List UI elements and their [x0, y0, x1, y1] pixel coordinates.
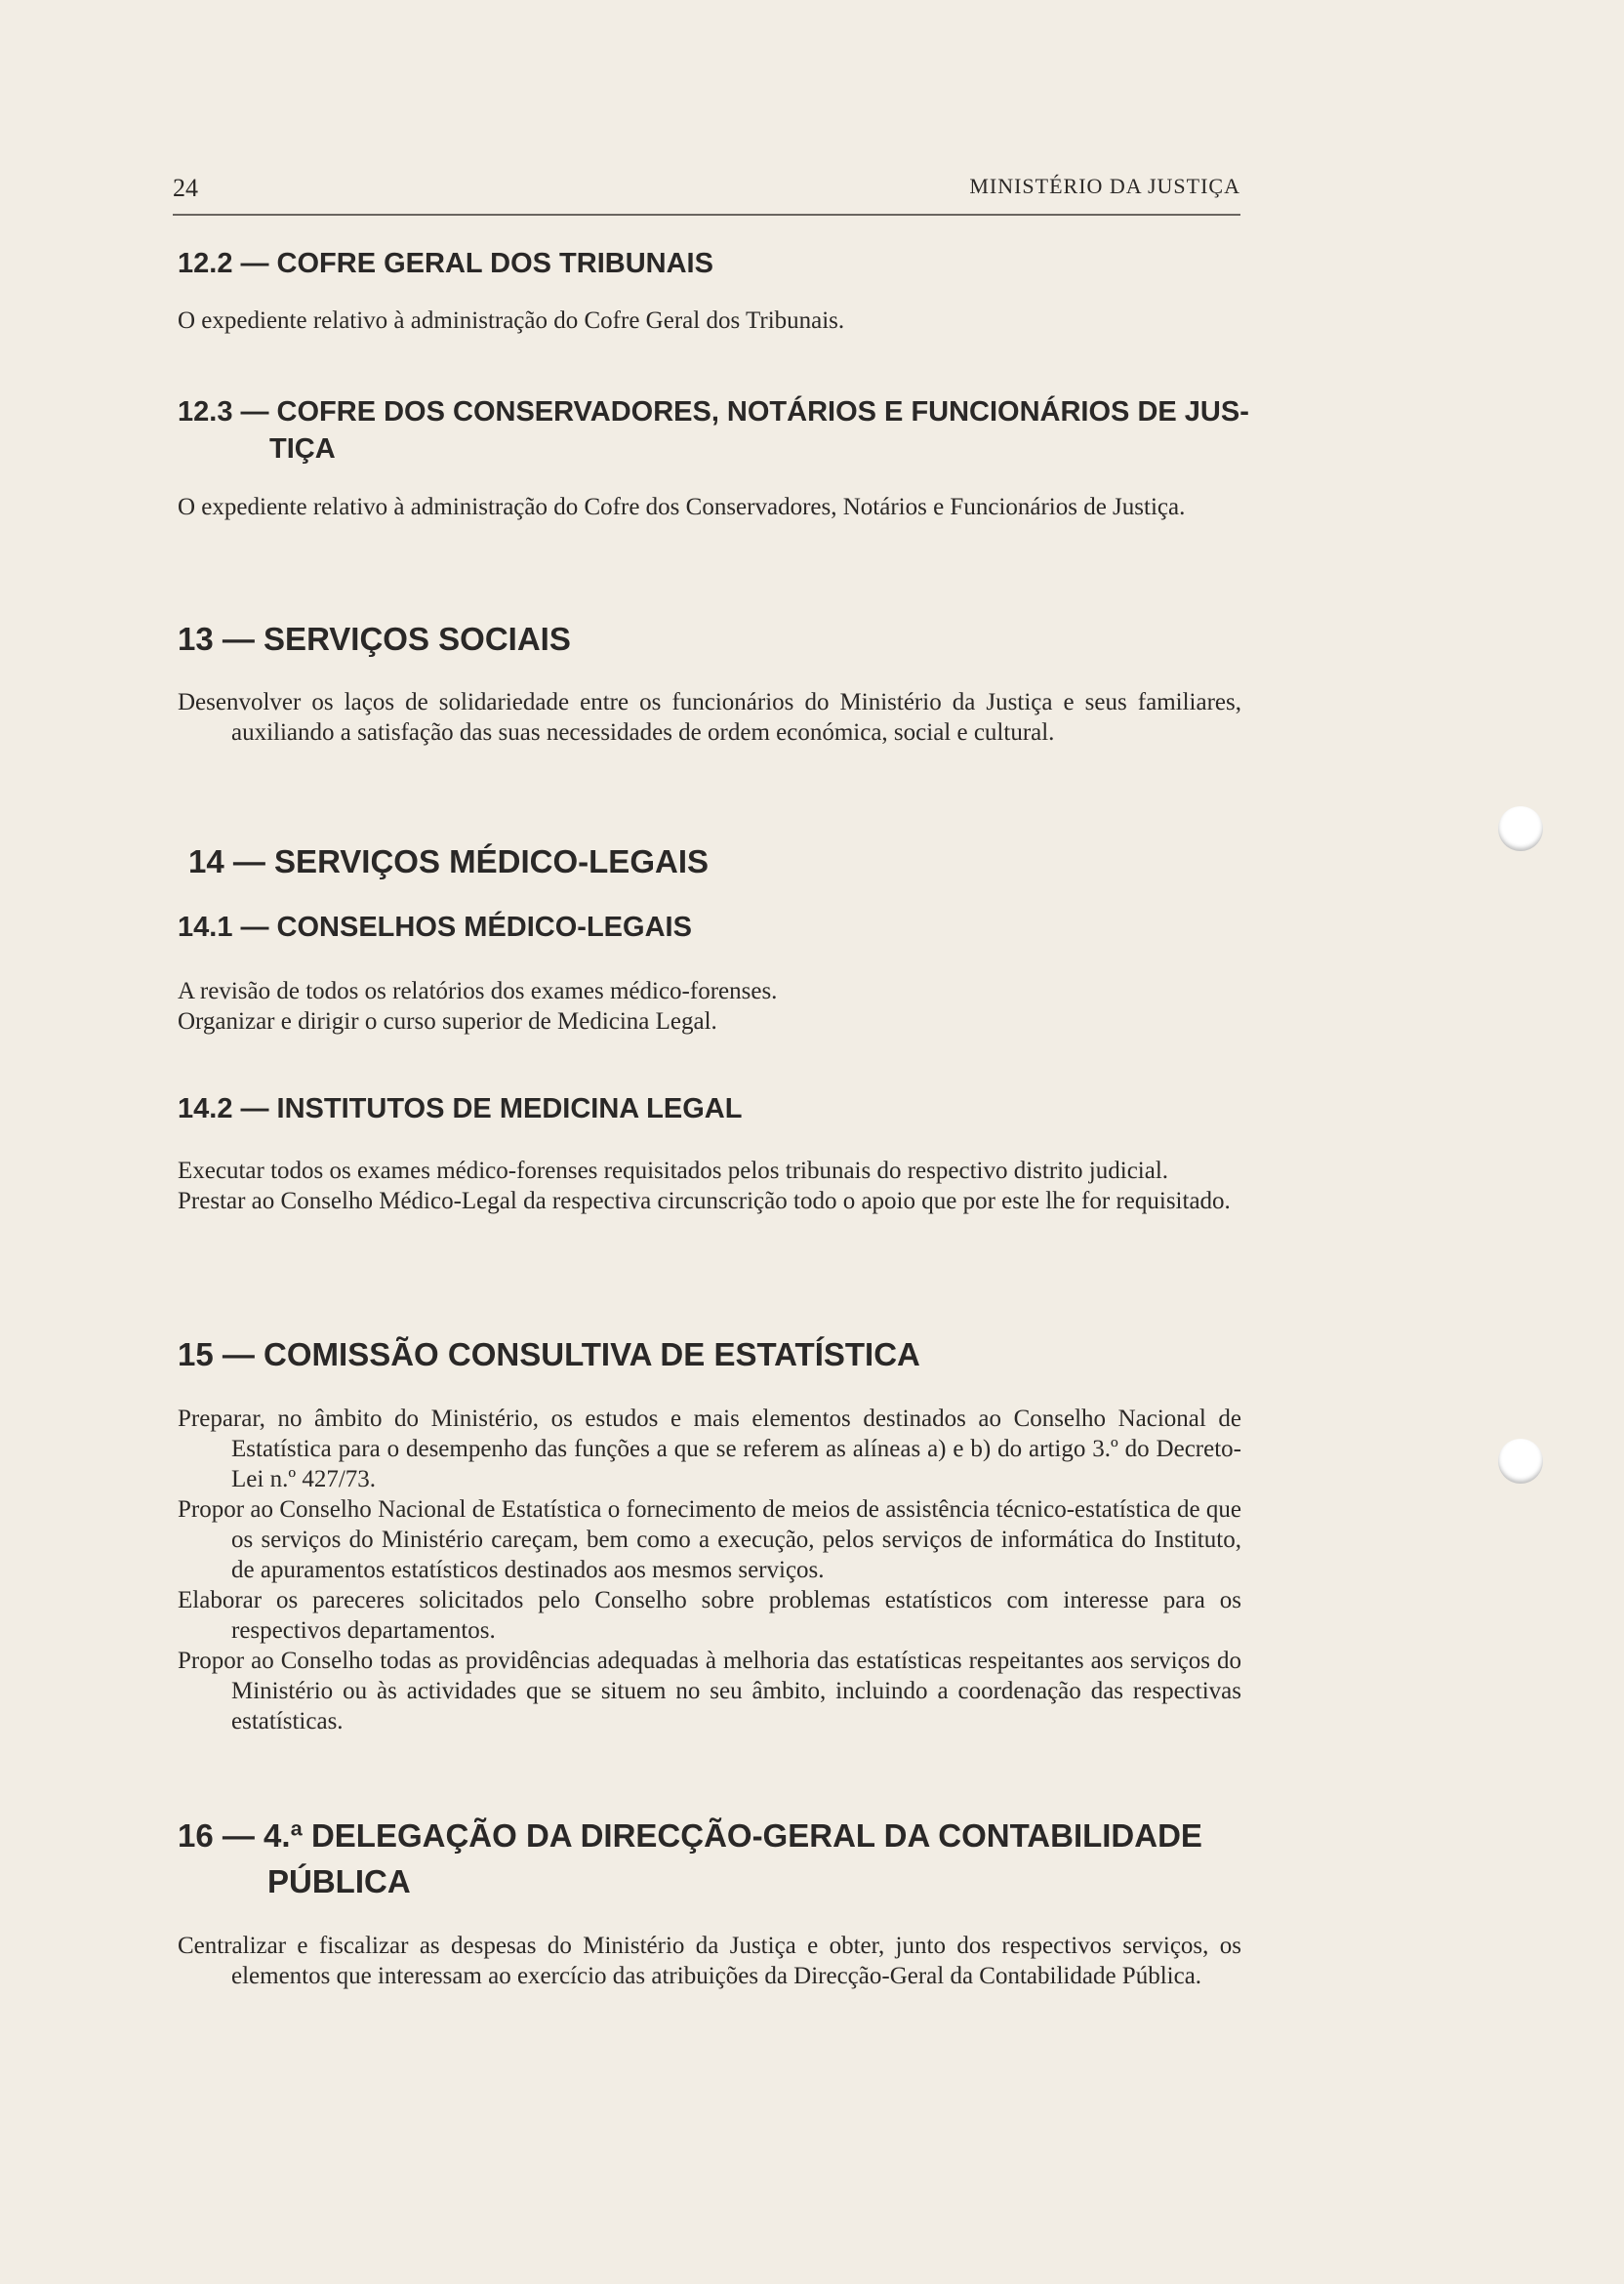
- section-heading-12-3-line1: 12.3 — COFRE DOS CONSERVADORES, NOTÁRIOS E FUNCIONÁRIOS DE JUS-: [178, 396, 1249, 428]
- section-heading-16-line1: 16 — 4.ª DELEGAÇÃO DA DIRECÇÃO-GERAL DA CONTABILIDADE: [178, 1817, 1202, 1854]
- paragraph: Centralizar e fiscalizar as despesas do Ministério da Justiça e obter, junto dos respectivos serviços, os elementos que interessam ao exercício das atribuições da Direcção-Geral da Contabilidade Pública.: [178, 1933, 1241, 1989]
- paragraph: Propor ao Conselho todas as providências adequadas à melhoria das estatísticas respeitantes aos serviços do Ministério ou às actividades que se situem no seu âmbito, incluindo a coordenação das respectivas estatísticas.: [178, 1648, 1241, 1734]
- section-heading-16-line2: PÚBLICA: [267, 1863, 411, 1899]
- section-body-16: [178, 1931, 1241, 1991]
- punch-hole: [1498, 1439, 1543, 1484]
- section-heading-14-1: 14.1 — CONSELHOS MÉDICO-LEGAIS: [178, 912, 692, 943]
- paragraph: Organizar e dirigir o curso superior de Medicina Legal.: [178, 1008, 717, 1035]
- paragraph: Executar todos os exames médico-forenses requisitados pelos tribunais do respectivo distrito judicial.: [178, 1158, 1169, 1184]
- section-heading-12-3-line2: TIÇA: [269, 433, 336, 465]
- section-heading-14-2: 14.2 — INSTITUTOS DE MEDICINA LEGAL: [178, 1093, 743, 1124]
- section-heading-12-2: 12.2 — COFRE GERAL DOS TRIBUNAIS: [178, 248, 713, 279]
- section-body-12-3: [178, 492, 1241, 522]
- section-body-13: [178, 687, 1241, 748]
- section-body-14-1: [178, 976, 1241, 1037]
- paragraph: Preparar, no âmbito do Ministério, os estudos e mais elementos destinados ao Conselho Nacional de Estatística para o desempenho das funções a que se referem as alíneas a) e b) do artigo 3.º do Decreto-Lei n.º 427/73.: [178, 1406, 1241, 1492]
- paragraph: Propor ao Conselho Nacional de Estatística o fornecimento de meios de assistência técnico-estatística de que os serviços do Ministério careçam, bem como a execução, pelos serviços de informática do Instituto, de apuramentos estatísticos destinados aos mesmos serviços.: [178, 1496, 1241, 1583]
- running-header: MINISTÉRIO DA JUSTIÇA: [969, 174, 1240, 198]
- section-body-14-2: [178, 1156, 1241, 1216]
- section-heading-14: 14 — SERVIÇOS MÉDICO-LEGAIS: [188, 843, 709, 879]
- paragraph: A revisão de todos os relatórios dos exames médico-forenses.: [178, 978, 778, 1004]
- paragraph: O expediente relativo à administração do Cofre dos Conservadores, Notários e Funcionários de Justiça.: [178, 494, 1186, 520]
- paragraph: Prestar ao Conselho Médico-Legal da respectiva circunscrição todo o apoio que por este lhe for requisitado.: [178, 1188, 1231, 1214]
- paragraph: Desenvolver os laços de solidariedade entre os funcionários do Ministério da Justiça e seus familiares, auxiliando a satisfação das suas necessidades de ordem económica, social e cultural.: [178, 689, 1241, 746]
- header-rule: [173, 214, 1240, 216]
- section-body-12-2: [178, 306, 1241, 336]
- page-number: 24: [173, 174, 198, 202]
- paragraph: O expediente relativo à administração do Cofre Geral dos Tribunais.: [178, 307, 845, 334]
- section-body-15: [178, 1404, 1241, 1736]
- paragraph: Elaborar os pareceres solicitados pelo Conselho sobre problemas estatísticos com interesse para os respectivos departamentos.: [178, 1587, 1241, 1644]
- section-heading-15: 15 — COMISSÃO CONSULTIVA DE ESTATÍSTICA: [178, 1336, 920, 1372]
- section-heading-13: 13 — SERVIÇOS SOCIAIS: [178, 621, 571, 657]
- punch-hole: [1498, 806, 1543, 851]
